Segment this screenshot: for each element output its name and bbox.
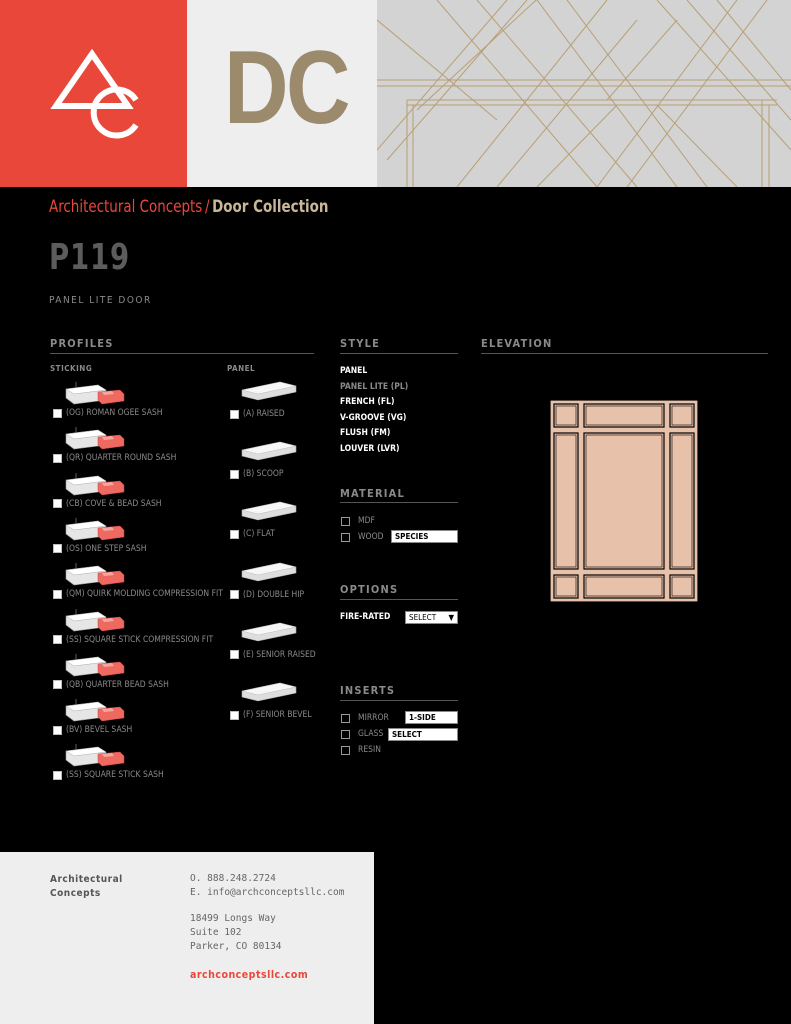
panel-option[interactable]: [230, 710, 312, 720]
sticking-option[interactable]: [53, 499, 162, 509]
panel-profile-image: [240, 438, 298, 466]
footer-address-line3: Parker, CO 80134: [190, 941, 282, 952]
sticking-checkbox[interactable]: [53, 726, 62, 735]
panel-label: (A) RAISED: [243, 409, 285, 419]
panel-option[interactable]: [230, 469, 284, 479]
breadcrumb-brand[interactable]: Architectural Concepts: [49, 197, 203, 217]
sticking-label: (OG) ROMAN OGEE SASH: [66, 408, 163, 418]
sticking-option[interactable]: [53, 725, 132, 735]
style-option[interactable]: PANEL: [340, 366, 368, 376]
material-heading: MATERIAL: [340, 487, 406, 500]
panel-checkbox[interactable]: [230, 711, 239, 720]
mirror-label: MIRROR: [358, 713, 389, 723]
sticking-profile-image: [64, 607, 126, 637]
breadcrumb-collection[interactable]: Door Collection: [212, 197, 329, 217]
panel-label: (E) SENIOR RAISED: [243, 649, 316, 660]
panel-label: (B) SCOOP: [243, 469, 284, 480]
sticking-label: (SS) SQUARE STICK SASH: [66, 770, 164, 781]
glass-label: GLASS: [358, 729, 384, 739]
panel-checkbox[interactable]: [230, 530, 239, 539]
logo-block: [0, 0, 187, 187]
footer-company: [50, 873, 123, 901]
sticking-label: (QB) QUARTER BEAD SASH: [66, 679, 169, 690]
panel-checkbox[interactable]: [230, 410, 239, 419]
product-name: PANEL LITE DOOR: [49, 295, 152, 306]
panel-option[interactable]: [230, 409, 285, 419]
door-panel-bottom-center: [584, 575, 664, 598]
sticking-option[interactable]: [53, 680, 169, 690]
sticking-option[interactable]: [53, 635, 213, 645]
mdf-label: MDF: [358, 516, 375, 526]
options-divider: [340, 599, 458, 600]
collection-code: DC: [224, 30, 349, 146]
product-code: P119: [49, 237, 131, 278]
sticking-checkbox[interactable]: [53, 499, 62, 508]
sticking-checkbox[interactable]: [53, 680, 62, 689]
sticking-option[interactable]: [53, 453, 176, 463]
resin-label: RESIN: [358, 745, 381, 755]
panel-option[interactable]: [230, 529, 275, 539]
style-option[interactable]: PANEL LITE (PL): [340, 381, 409, 392]
panel-checkbox[interactable]: [230, 470, 239, 479]
door-lite-center: [584, 433, 664, 569]
sticking-label: (OS) ONE STEP SASH: [66, 543, 147, 554]
style-option[interactable]: FRENCH (FL): [340, 397, 395, 407]
panel-checkbox[interactable]: [230, 590, 239, 599]
sticking-checkbox[interactable]: [53, 454, 62, 463]
sticking-label: (BV) BEVEL SASH: [66, 725, 133, 736]
sticking-profile-image: [64, 425, 126, 455]
style-option[interactable]: V-GROOVE (VG): [340, 412, 407, 423]
panel-option[interactable]: [230, 590, 304, 600]
panel-label: (C) FLAT: [243, 529, 275, 540]
panel-label: (D) DOUBLE HIP: [243, 589, 305, 600]
sticking-checkbox[interactable]: [53, 635, 62, 644]
insert-resin-option[interactable]: [341, 745, 381, 755]
footer-address-line1: 18499 Longs Way: [190, 913, 276, 924]
resin-checkbox[interactable]: [341, 746, 350, 755]
elevation-heading: ELEVATION: [481, 337, 553, 350]
ac-logo-icon: [0, 0, 187, 187]
material-mdf-option[interactable]: [341, 516, 375, 526]
sticking-option[interactable]: [53, 589, 223, 599]
door-elevation-drawing: [550, 400, 698, 602]
glass-select[interactable]: SELECT: [388, 728, 458, 741]
insert-glass-option[interactable]: [341, 729, 383, 739]
door-panel-top-center: [584, 404, 664, 427]
panel-profile-image: [240, 498, 298, 526]
style-divider: [340, 353, 458, 354]
door-panel-mid-left: [554, 433, 578, 569]
door-panel-mid-right: [670, 433, 694, 569]
door-panel-top-left: [554, 404, 578, 427]
wood-checkbox[interactable]: [341, 533, 350, 542]
sticking-checkbox[interactable]: [53, 409, 62, 418]
style-heading: STYLE: [340, 337, 381, 350]
truss-pattern-icon: [377, 0, 791, 187]
profiles-divider: [50, 353, 314, 354]
sticking-option[interactable]: [53, 408, 163, 418]
mirror-select[interactable]: 1-SIDE: [405, 711, 458, 724]
panel-profile-image: [240, 679, 298, 707]
sticking-option[interactable]: [53, 770, 164, 780]
fire-rated-select[interactable]: [405, 611, 458, 624]
inserts-heading: INSERTS: [340, 684, 396, 697]
sticking-label: (QR) QUARTER ROUND SASH: [66, 453, 177, 464]
elevation-divider: [481, 353, 768, 354]
decorative-pattern: [377, 0, 791, 187]
panel-option[interactable]: [230, 650, 316, 660]
panel-profile-image: [240, 559, 298, 587]
mdf-checkbox[interactable]: [341, 517, 350, 526]
footer-phone[interactable]: O. 888.248.2724: [190, 873, 276, 884]
sticking-profile-image: [64, 742, 126, 772]
footer-email[interactable]: E. info@archconceptsllc.com: [190, 887, 345, 898]
options-heading: OPTIONS: [340, 583, 399, 596]
insert-mirror-option[interactable]: [341, 713, 389, 723]
sticking-label: (QM) QUIRK MOLDING COMPRESSION FIT: [66, 589, 223, 600]
footer-company-line1: Architectural: [50, 874, 123, 885]
breadcrumb: [49, 196, 328, 218]
mirror-checkbox[interactable]: [341, 714, 350, 723]
panel-checkbox[interactable]: [230, 650, 239, 659]
material-divider: [340, 502, 458, 503]
breadcrumb-separator: /: [204, 197, 210, 217]
panel-profile-image: [240, 619, 298, 647]
footer-company-line2: Concepts: [50, 888, 101, 899]
sticking-label: (SS) SQUARE STICK COMPRESSION FIT: [66, 634, 214, 645]
sticking-option[interactable]: [53, 544, 147, 554]
sticking-profile-image: [64, 652, 126, 682]
sticking-profile-image: [64, 697, 126, 727]
style-option[interactable]: FLUSH (FM): [340, 428, 391, 438]
inserts-divider: [340, 700, 458, 701]
material-wood-option[interactable]: [341, 532, 384, 542]
species-input[interactable]: SPECIES: [391, 530, 458, 543]
style-option[interactable]: LOUVER (LVR): [340, 443, 400, 454]
style-list: [340, 364, 408, 457]
door-panel-bottom-left: [554, 575, 578, 598]
fire-rated-label: FIRE-RATED: [340, 612, 391, 622]
sticking-profile-image: [64, 561, 126, 591]
glass-checkbox[interactable]: [341, 730, 350, 739]
panel-label: (F) SENIOR BEVEL: [243, 710, 312, 720]
sticking-checkbox[interactable]: [53, 771, 62, 780]
footer-address-line2: Suite 102: [190, 927, 242, 938]
dropdown-arrow-icon: ▼: [448, 613, 454, 622]
door-panel-bottom-right: [670, 575, 694, 598]
sticking-profile-image: [64, 471, 126, 501]
sticking-label: (CB) COVE & BEAD SASH: [66, 498, 162, 509]
door-panel-top-right: [670, 404, 694, 427]
sticking-profile-image: [64, 380, 126, 410]
wood-label: WOOD: [358, 532, 384, 542]
sticking-checkbox[interactable]: [53, 590, 62, 599]
panel-heading: PANEL: [227, 364, 256, 373]
profiles-heading: PROFILES: [50, 337, 114, 350]
sticking-profile-image: [64, 516, 126, 546]
fire-rated-value: SELECT: [409, 613, 437, 622]
panel-profile-image: [240, 378, 298, 406]
sticking-checkbox[interactable]: [53, 544, 62, 553]
sticking-heading: STICKING: [50, 364, 93, 373]
footer-website-link[interactable]: archconceptsllc.com: [190, 969, 309, 981]
